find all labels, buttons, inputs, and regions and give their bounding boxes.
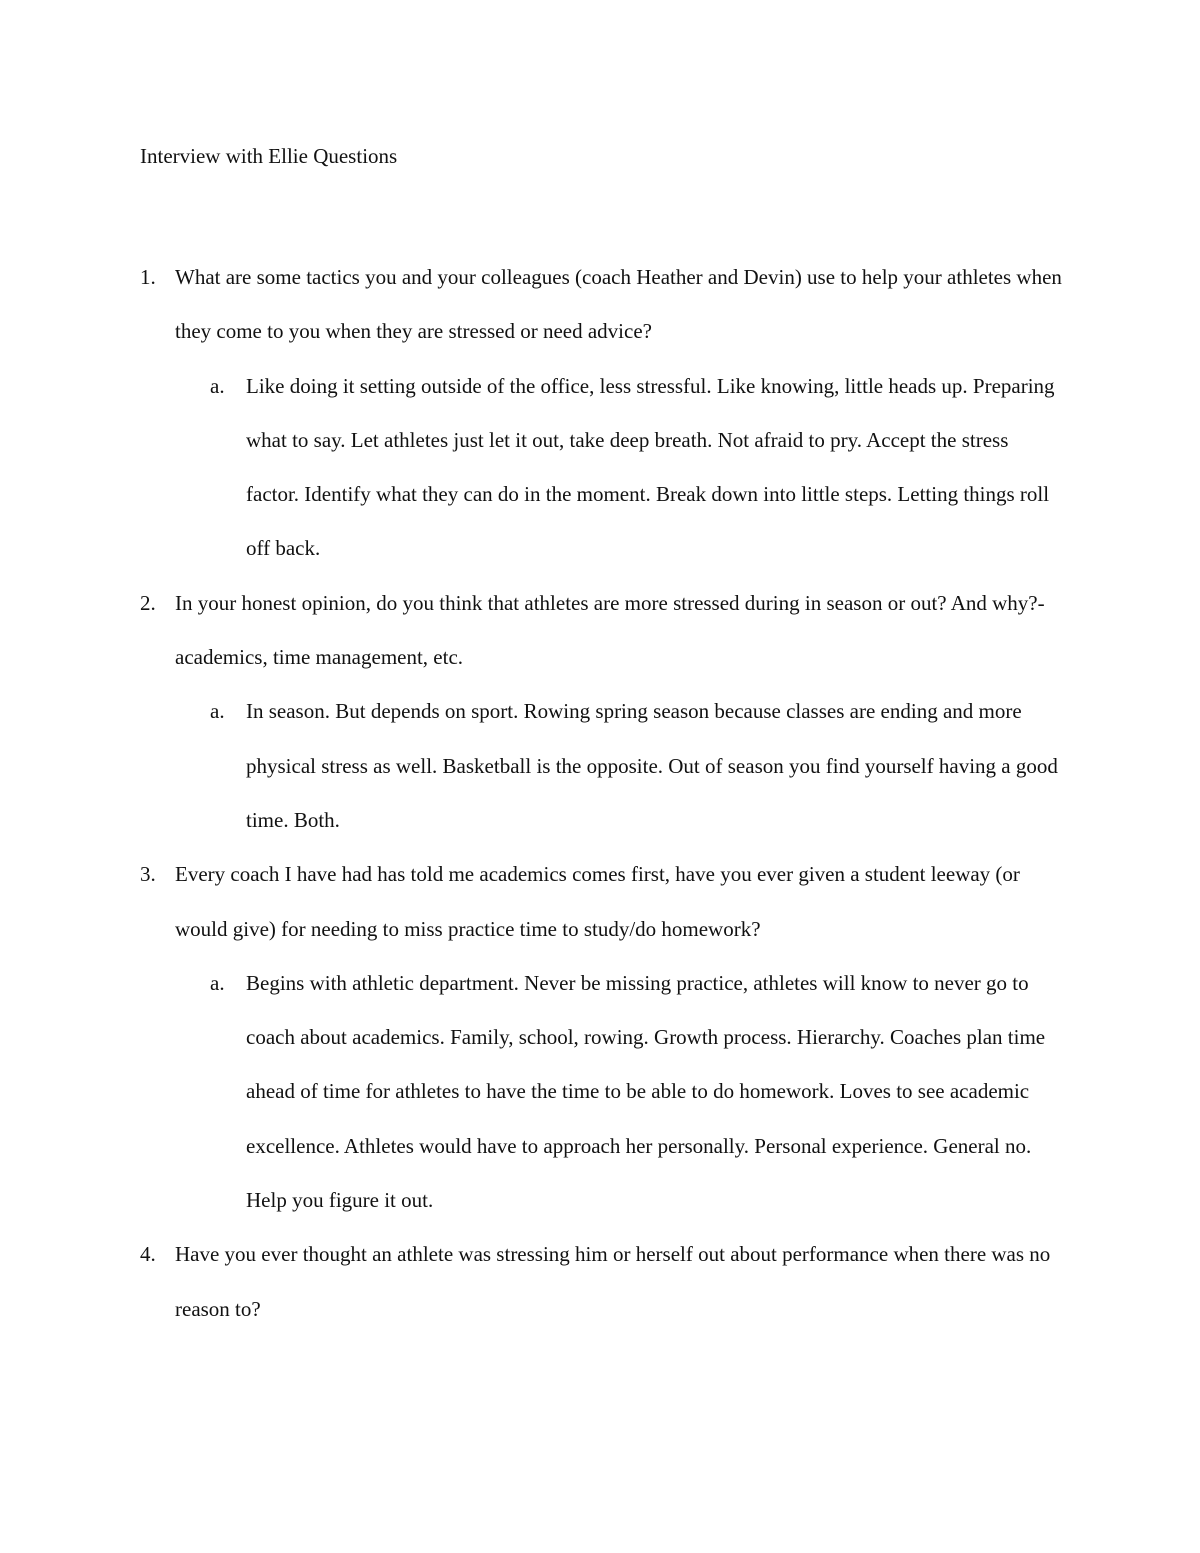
- answer-label: a.: [210, 699, 225, 724]
- answer-text: In season. But depends on sport. Rowing spring season because classes are ending and more physical stress as well. Basketball is the opposite. Out of season you find yourself having a good time. Both.: [246, 699, 1058, 832]
- question-number: 3.: [140, 862, 156, 887]
- question-text: Every coach I have had has told me academics comes first, have you ever given a student leeway (or would give) for needing to miss practice time to study/do homework?: [175, 862, 1020, 941]
- answer-item: [0, 684, 1200, 847]
- question-item: [0, 250, 1200, 576]
- document-title: Interview with Ellie Questions: [140, 144, 398, 168]
- answer-item: [0, 956, 1200, 1227]
- question-text: Have you ever thought an athlete was stressing him or herself out about performance when there was no reason to?: [175, 1242, 1051, 1321]
- question-list: [0, 250, 1200, 1336]
- question-item: [0, 576, 1200, 847]
- answer-item: [0, 359, 1200, 576]
- answer-label: a.: [210, 373, 225, 398]
- question-number: 4.: [140, 1242, 156, 1267]
- answer-list: [0, 684, 1200, 847]
- answer-label: a.: [210, 970, 225, 995]
- question-item: [0, 1227, 1200, 1336]
- answer-list: [0, 956, 1200, 1227]
- question-number: 1.: [140, 265, 156, 289]
- answer-list: [0, 359, 1200, 576]
- question-text: In your honest opinion, do you think that athletes are more stressed during in season or out? And why?- academics, time management, etc.: [175, 590, 1045, 670]
- question-text: What are some tactics you and your colleagues (coach Heather and Devin) use to help your athletes when they come to you when they are stressed or need advice?: [175, 265, 1062, 344]
- question-item: [0, 847, 1200, 1227]
- question-number: 2.: [140, 590, 156, 615]
- answer-text: Like doing it setting outside of the office, less stressful. Like knowing, little heads up. Preparing what to say. Let athletes just let it out, take deep breath. Not afraid to pry. Accept the stress factor. Identify what they can do in the moment. Break down into little steps. Letting things roll off back.: [246, 373, 1055, 561]
- answer-text: Begins with athletic department. Never be missing practice, athletes will know to never go to coach about academics. Family, school, rowing. Growth process. Hierarchy. Coaches plan time ahead of time for athletes to have the time to be able to do homework. Loves to see academic excellence. Athletes would have to approach her personally. Personal experience. General no. Help you figure it out.: [246, 970, 1046, 1213]
